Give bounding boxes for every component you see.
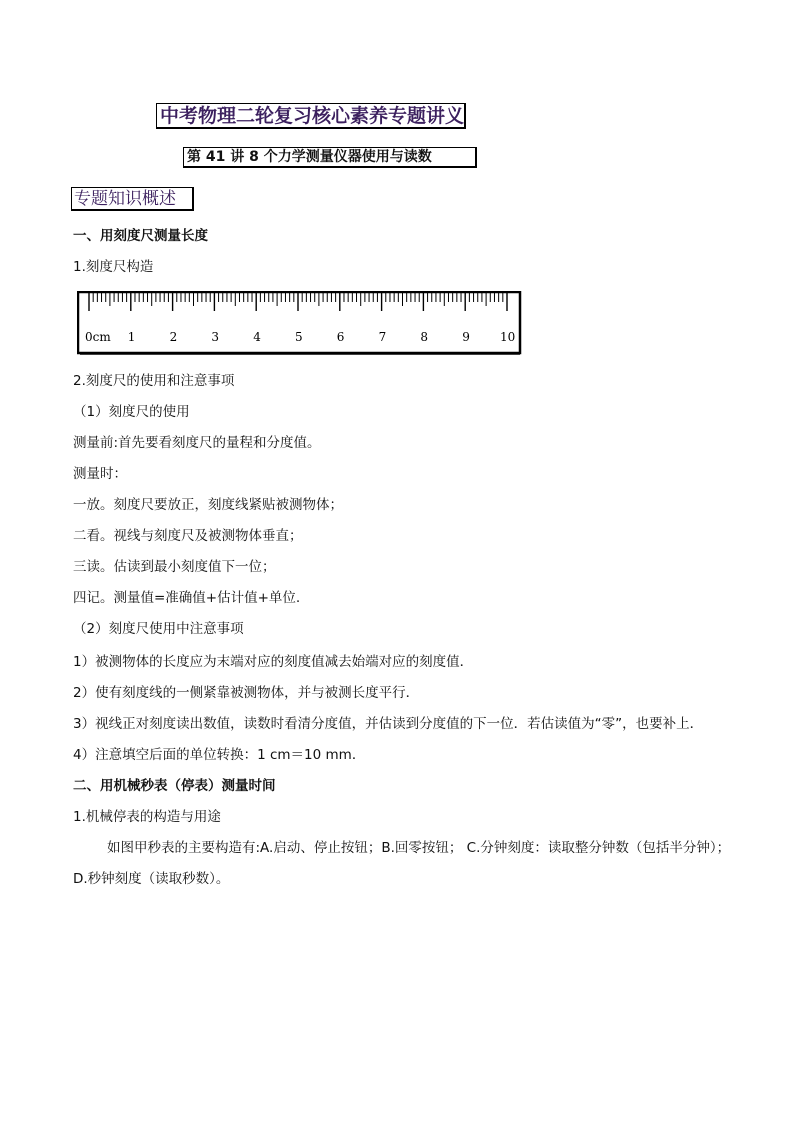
text-line: 一放。刻度尺要放正，刻度线紧贴被测物体； — [73, 497, 343, 513]
ruler-number: 9 — [462, 330, 470, 344]
ruler-number: 8 — [420, 330, 429, 344]
text-line: 2.刻度尺的使用和注意事项 — [73, 373, 235, 389]
text-line: 测量前:首先要看刻度尺的量程和分度值。 — [73, 435, 321, 451]
ruler-unit-label: 0cm — [85, 330, 111, 344]
ruler-number: 3 — [211, 330, 220, 344]
ruler-illustration — [77, 291, 523, 357]
text-line: 3）视线正对刻度读出数值，读数时看清分度值，并估读到分度值的下一位．若估读值为“零”，也要补上． — [73, 716, 704, 732]
stopwatch-paragraph: 如图甲秒表的主要构造有:A.启动、停止按钮；B.回零按钮； C.分钟刻度：读取整分钟数（包括半分钟）；D.秒钟刻度（读取秒数）。 — [73, 840, 731, 887]
text-line: 三读。估读到最小刻度值下一位； — [73, 559, 276, 575]
text-line: 测量时： — [73, 466, 127, 482]
section-heading: 专题知识概述 — [71, 187, 194, 211]
page-title: 中考物理二轮复习核心素养专题讲义 — [156, 103, 466, 129]
text-line: 1）被测物体的长度应为末端对应的刻度值减去始端对应的刻度值． — [73, 654, 474, 670]
text-line: （2）刻度尺使用中注意事项 — [73, 621, 244, 637]
text-line: 1.机械停表的构造与用途 — [73, 809, 221, 825]
text-line: （1）刻度尺的使用 — [73, 404, 190, 420]
text-line: 4）注意填空后面的单位转换：1 cm＝10 mm． — [73, 747, 366, 763]
ruler-number: 1 — [127, 330, 136, 344]
ruler-number: 5 — [295, 330, 303, 344]
ruler-number: 7 — [378, 330, 387, 344]
text-line: 1.刻度尺构造 — [73, 259, 154, 275]
ruler-number: 10 — [500, 330, 516, 344]
ruler-figure — [77, 291, 523, 361]
ruler-number: 2 — [169, 330, 178, 344]
ruler-number: 4 — [253, 330, 261, 344]
text-line: 四记。测量值=准确值+估计值+单位. — [73, 590, 301, 606]
heading-stopwatch: 二、用机械秒表（停表）测量时间 — [73, 778, 276, 794]
ruler-number: 6 — [336, 330, 345, 344]
heading-ruler: 一、用刻度尺测量长度 — [73, 228, 208, 244]
text-line: 2）使有刻度线的一侧紧靠被测物体，并与被测长度平行． — [73, 685, 420, 701]
text-line: 二看。视线与刻度尺及被测物体垂直； — [73, 528, 303, 544]
lecture-subtitle: 第 41 讲 8 个力学测量仪器使用与读数 — [183, 147, 477, 168]
